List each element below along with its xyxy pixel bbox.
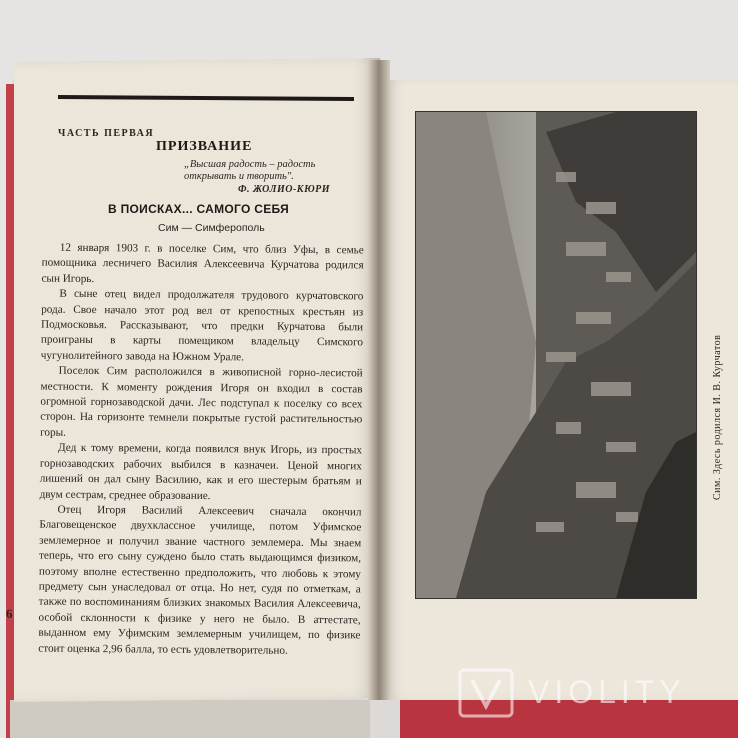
photo-caption <box>708 210 728 510</box>
part-label: ЧАСТЬ ПЕРВАЯ <box>58 128 155 139</box>
epigraph-author: Ф. ЖОЛИО-КЮРИ <box>238 184 331 195</box>
paragraph: В сыне отец видел продолжателя трудового курчатовского рода. Свое начало этот род вел от крепостных крестьян из Подмосковья. Рассказывают, что предки Курчатова были проиграны в карты помещиком владельцу Симского чугунолитейного завода на Южном Урале. <box>40 287 364 364</box>
chapter-subtitle: Сим — Симферополь <box>158 222 265 234</box>
photo-drawing <box>416 112 696 598</box>
photo-caption-text: Сим. Здесь родился И. В. Курчатов <box>712 334 723 500</box>
epigraph: „Высшая радость – радость открывать и творить". <box>184 159 316 182</box>
paragraph: Отец Игоря Василий Алексеевич сначала окончил Благовещенское двухклассное училище, потом Уфимское землемерное и получил звание частного землемера. Мы знаем теперь, что его сыну суждено было стать выдающимся физиком, поэтому вполне естественно предположить, что любовь к этому предмету сын унаследовал от отца. Но нет, судя по отметкам, а также по воспоминаниям близких знакомых Василия Алексеевича, особой склонности к физике у него не было. В аттестате, выданном ему Уфимским землемерным училищем, по физике стоит оценка 2,96 балла, то есть удовлетворительно. <box>38 503 362 657</box>
book-cover-bottom <box>10 700 370 738</box>
paragraph: 12 января 1903 г. в поселке Сим, что близ Уфы, в семье помощника лесничего Василия Алексеевича Курчатова родился сын Игорь. <box>41 241 364 285</box>
paragraph: Дед к тому времени, когда появился внук Игорь, из простых горнозаводских рабочих выбился в казначеи. Ценой многих лишений он дал сыну Василию, как и его шестерым братьям и двум сестрам, среднее образование. <box>39 442 363 502</box>
book-gutter <box>368 60 390 700</box>
watermark <box>458 668 718 720</box>
watermark-text: VIOLITY <box>528 674 686 710</box>
paragraph: Поселок Сим расположился в живописной горно-лесистой местности. К моменту рождения Игоря он входил в состав огромной горнозаводской дачи. Лес подступал к поселку со всех сторон. На горизонте темнели покрытые густой растительностью горы. <box>40 365 363 439</box>
chapter-title: В ПОИСКАХ... САМОГО СЕБЯ <box>108 202 290 216</box>
village-photograph <box>416 112 696 598</box>
violity-logo-icon <box>458 668 518 720</box>
part-title: ПРИЗВАНИЕ <box>156 139 253 154</box>
page-number: 6 <box>6 606 13 621</box>
body-text <box>38 241 364 660</box>
